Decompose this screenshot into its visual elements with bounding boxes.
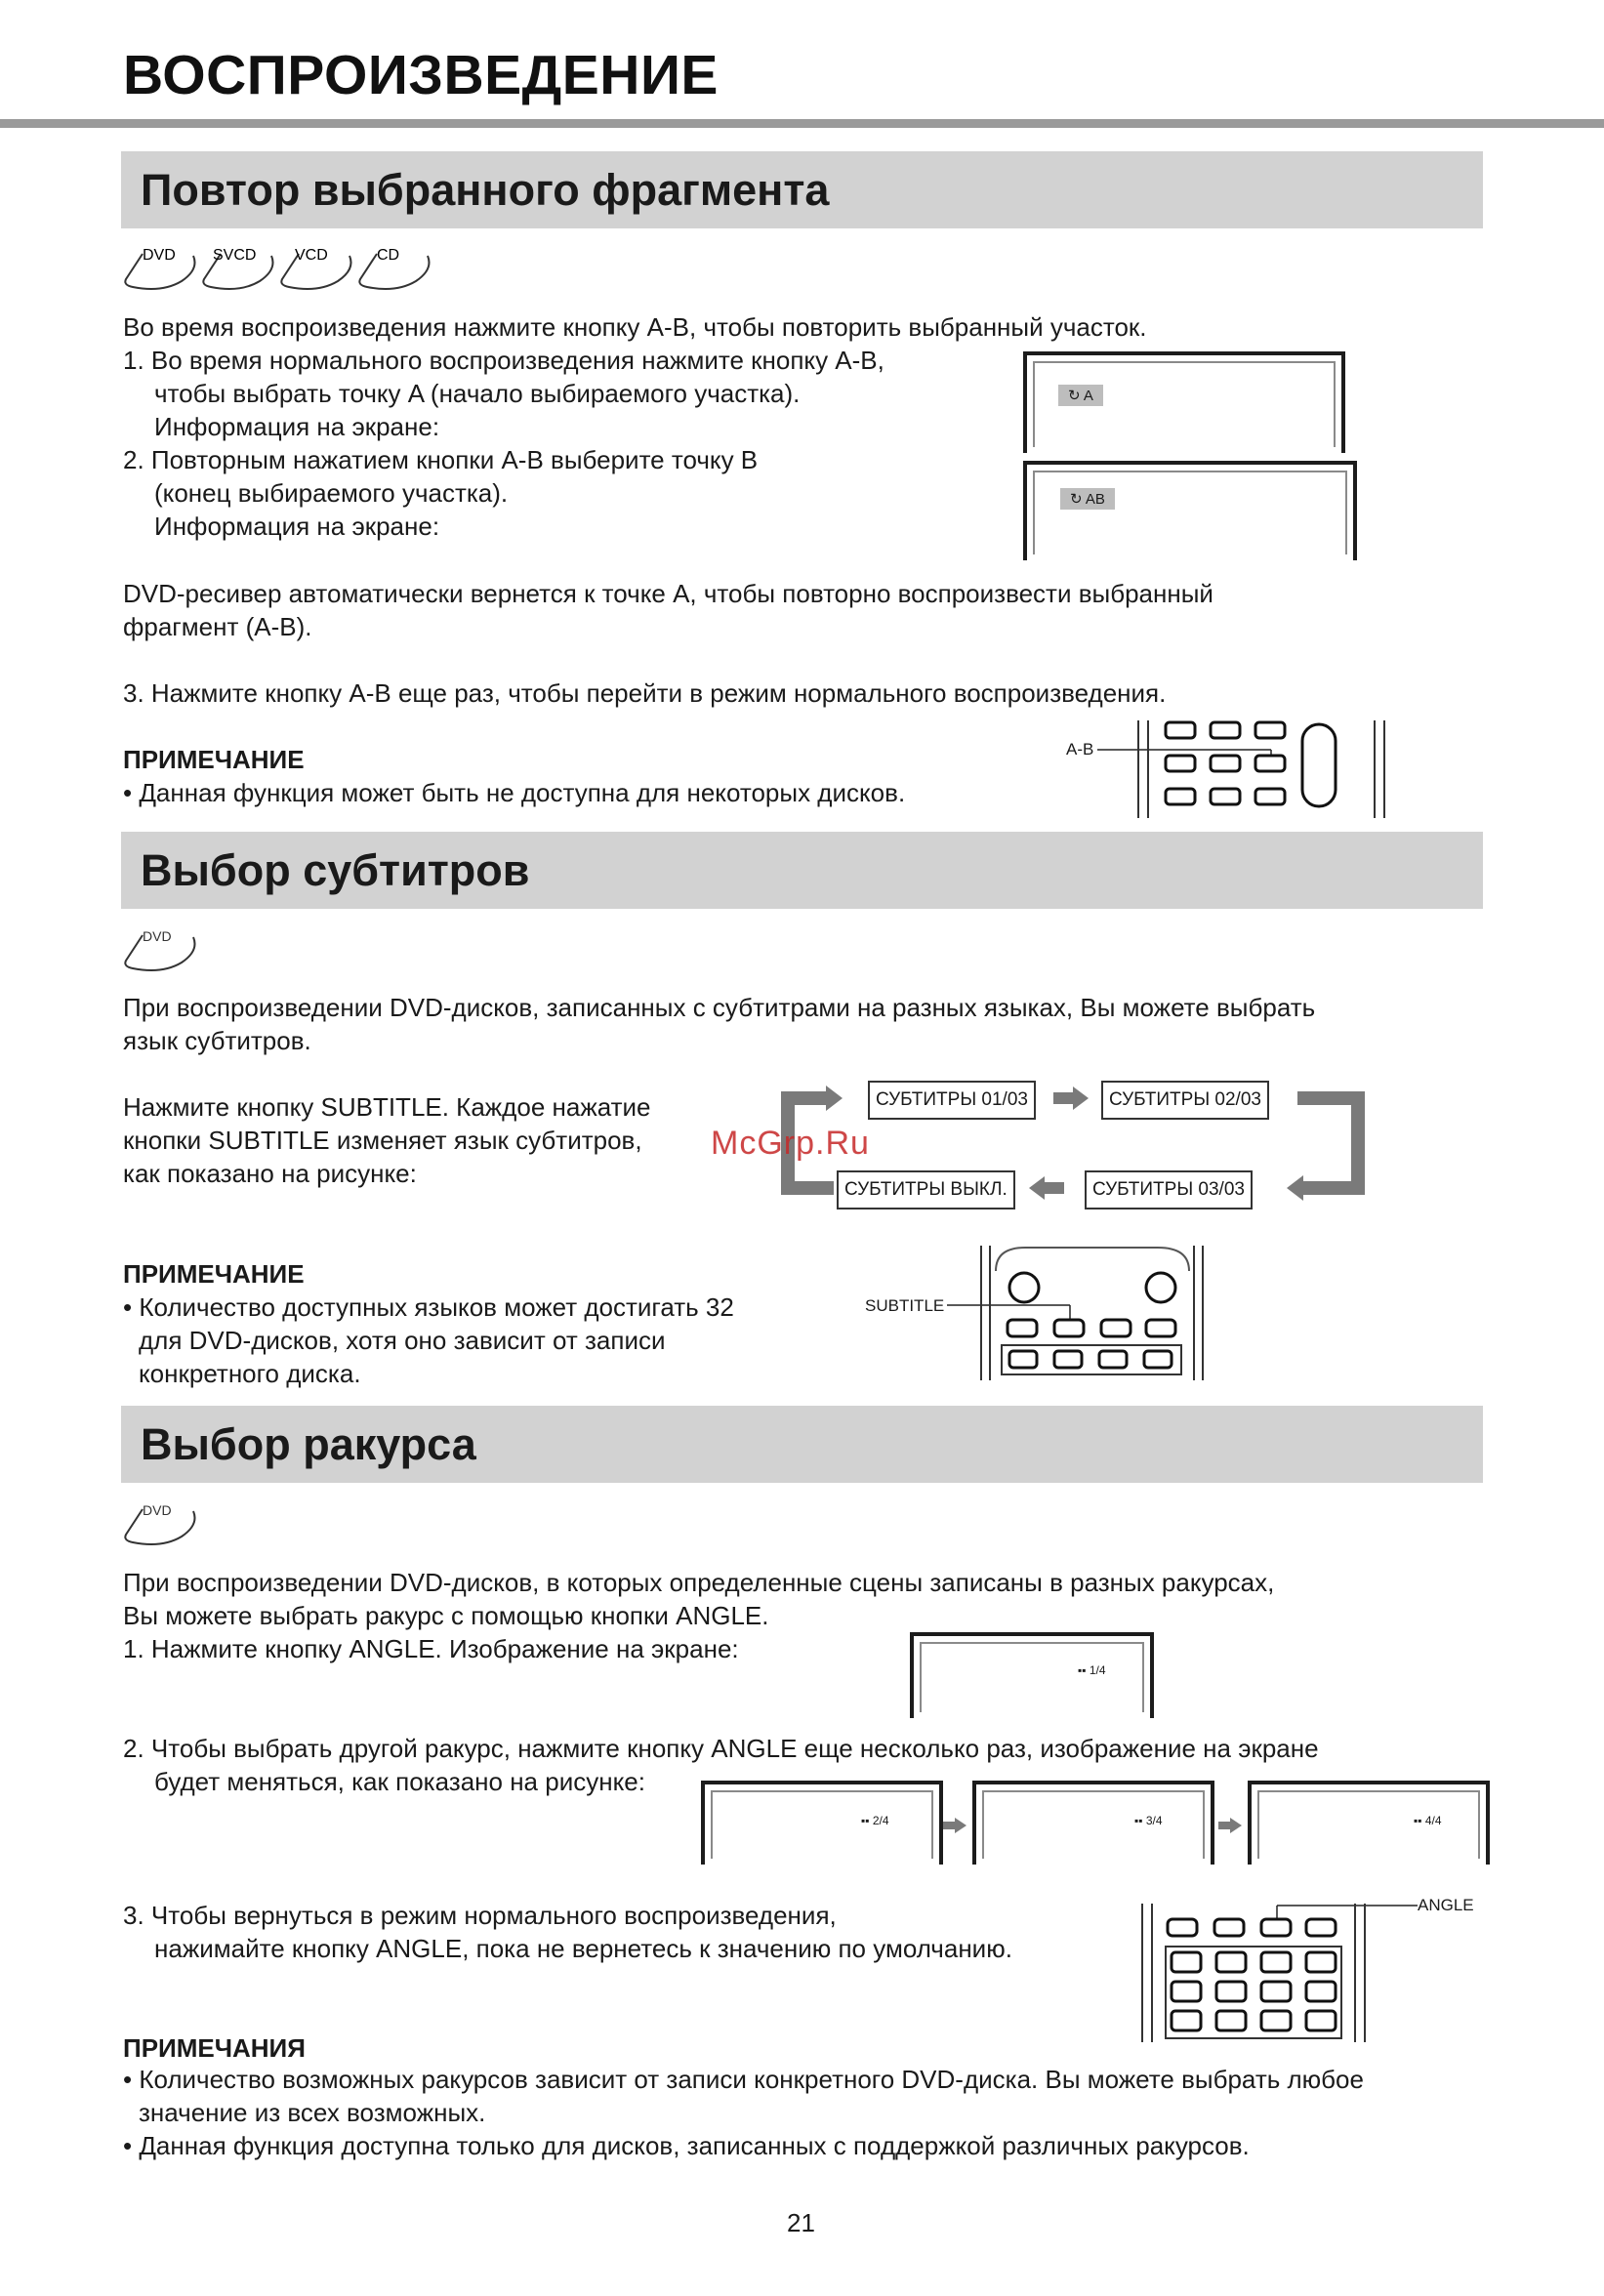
arrow-right-icon	[943, 1818, 967, 1833]
angle-step3-line2: нажимайте кнопку ANGLE, пока не вернетесь к значению по умолчанию.	[154, 1934, 1012, 1963]
remote-diagram-subtitle	[937, 1242, 1211, 1382]
disc-icon-dvd-sub	[123, 925, 211, 976]
page-number: 21	[787, 2208, 815, 2237]
osd-repeat-a: ↻ A	[1058, 385, 1103, 406]
ab-para-line1: DVD-ресивер автоматически вернется к точке A, чтобы повторно воспроизвести выбранный	[123, 579, 1213, 608]
section-heading-angle: Выбор ракурса	[141, 1419, 476, 1469]
remote-diagram-angle	[1132, 1900, 1425, 2044]
ab-step2-line3: Информация на экране:	[154, 512, 440, 541]
sub-note-line2: для DVD-дисков, хотя оно зависит от записи	[139, 1326, 666, 1355]
angle-step1: 1. Нажмите кнопку ANGLE. Изображение на экране:	[123, 1634, 739, 1663]
repeat-icon: ↻	[1070, 491, 1083, 508]
ab-step1-line2: чтобы выбрать точку A (начало выбираемого участка).	[154, 379, 801, 408]
camera-icon: ▪▪	[1078, 1663, 1087, 1677]
angle-note1-line1: • Количество возможных ракурсов зависит от записи конкретного DVD-диска. Вы можете выбрать любое	[123, 2065, 1364, 2094]
subtitle-box-01: СУБТИТРЫ 01/03	[868, 1081, 1036, 1120]
subtitle-box-03: СУБТИТРЫ 03/03	[1085, 1170, 1253, 1210]
remote-label-angle: ANGLE	[1418, 1896, 1474, 1914]
disc-icon-dvd-angle	[123, 1499, 211, 1550]
screen-osd-ab	[1023, 461, 1357, 560]
ab-step2-line2: (конец выбираемого участка).	[154, 478, 509, 508]
angle-step2-line1: 2. Чтобы выбрать другой ракурс, нажмите кнопку ANGLE еще несколько раз, изображение на экране	[123, 1734, 1319, 1763]
angle-note2: • Данная функция доступна только для дисков, записанных с поддержкой различных ракурсов.	[123, 2131, 1250, 2160]
screen-osd-a	[1023, 351, 1345, 453]
sub-note-line1: • Количество доступных языков может достигать 32	[123, 1292, 734, 1322]
svg-text:SVCD: SVCD	[213, 247, 257, 264]
ab-note-heading: ПРИМЕЧАНИЕ	[123, 745, 305, 774]
disc-icons-ab	[123, 244, 455, 295]
ab-step2-line1: 2. Повторным нажатием кнопки A-B выберите точку B	[123, 445, 759, 474]
disc-icon-cd	[359, 247, 429, 289]
screen-angle-4	[1248, 1781, 1490, 1865]
section-heading-subtitles: Выбор субтитров	[141, 845, 530, 895]
sub-intro-line1: При воспроизведении DVD-дисков, записанных с субтитрами на разных языках, Вы можете выбрать	[123, 993, 1316, 1022]
angle-osd-1: ▪▪ 1/4	[1078, 1663, 1106, 1677]
camera-icon: ▪▪	[1414, 1814, 1422, 1827]
screen-angle-2	[701, 1781, 943, 1865]
disc-icon-dvd	[125, 247, 194, 289]
sub-note-heading: ПРИМЕЧАНИЕ	[123, 1259, 305, 1289]
ab-para-line2: фрагмент (A-B).	[123, 612, 312, 641]
angle-step2-line2: будет меняться, как показано на рисунке:	[154, 1767, 645, 1796]
sub-body-line1: Нажмите кнопку SUBTITLE. Каждое нажатие	[123, 1092, 651, 1122]
osd-repeat-ab: ↻ AB	[1060, 488, 1115, 510]
subtitle-box-02: СУБТИТРЫ 02/03	[1101, 1081, 1269, 1120]
disc-icon-svcd	[203, 247, 272, 289]
ab-note: • Данная функция может быть не доступна для некоторых дисков.	[123, 778, 906, 807]
remote-label-subtitle: SUBTITLE	[865, 1296, 945, 1315]
angle-intro-line1: При воспроизведении DVD-дисков, в которых определенные сцены записаны в разных ракурсах,	[123, 1568, 1275, 1597]
angle-notes-heading: ПРИМЕЧАНИЯ	[123, 2033, 306, 2063]
camera-icon: ▪▪	[861, 1814, 870, 1827]
ab-step3: 3. Нажмите кнопку A-B еще раз, чтобы перейти в режим нормального воспроизведения.	[123, 678, 1167, 708]
svg-text:DVD: DVD	[143, 1502, 172, 1518]
camera-icon: ▪▪	[1134, 1814, 1143, 1827]
svg-text:VCD: VCD	[295, 247, 328, 264]
ab-step1-line3: Информация на экране:	[154, 412, 440, 441]
remote-label-ab: A-B	[1066, 740, 1094, 758]
section-band-subtitles	[121, 832, 1483, 909]
svg-text:DVD: DVD	[143, 928, 172, 944]
section-heading-ab-repeat: Повтор выбранного фрагмента	[141, 165, 830, 215]
angle-osd-4: ▪▪ 4/4	[1414, 1814, 1442, 1827]
page-title: ВОСПРОИЗВЕДЕНИЕ	[123, 44, 719, 106]
title-rule	[0, 119, 1604, 128]
angle-note1-line2: значение из всех возможных.	[139, 2098, 486, 2127]
angle-osd-3: ▪▪ 3/4	[1134, 1814, 1163, 1827]
section-band-ab-repeat	[121, 151, 1483, 228]
sub-intro-line2: язык субтитров.	[123, 1026, 311, 1055]
angle-osd-2: ▪▪ 2/4	[861, 1814, 889, 1827]
subtitle-box-off: СУБТИТРЫ ВЫКЛ.	[837, 1170, 1015, 1210]
watermark: McGrp.Ru	[711, 1125, 870, 1162]
ab-step1-line1: 1. Во время нормального воспроизведения нажмите кнопку A-B,	[123, 346, 884, 375]
sub-note-line3: конкретного диска.	[139, 1359, 361, 1388]
remote-diagram-ab	[1093, 713, 1406, 820]
disc-icon-vcd	[281, 247, 350, 289]
repeat-icon: ↻	[1068, 388, 1081, 404]
sub-body-line2: кнопки SUBTITLE изменяет язык субтитров,	[123, 1126, 642, 1155]
angle-intro-line2: Вы можете выбрать ракурс с помощью кнопки ANGLE.	[123, 1601, 769, 1630]
svg-text:DVD: DVD	[143, 247, 176, 264]
screen-angle-1	[910, 1632, 1154, 1718]
arrow-right-icon	[1218, 1818, 1242, 1833]
angle-step3-line1: 3. Чтобы вернуться в режим нормального воспроизведения,	[123, 1901, 837, 1930]
svg-text:CD: CD	[377, 247, 400, 264]
sub-body-line3: как показано на рисунке:	[123, 1159, 417, 1188]
section-band-angle	[121, 1406, 1483, 1483]
screen-angle-3	[972, 1781, 1214, 1865]
ab-intro: Во время воспроизведения нажмите кнопку A-B, чтобы повторить выбранный участок.	[123, 312, 1147, 342]
